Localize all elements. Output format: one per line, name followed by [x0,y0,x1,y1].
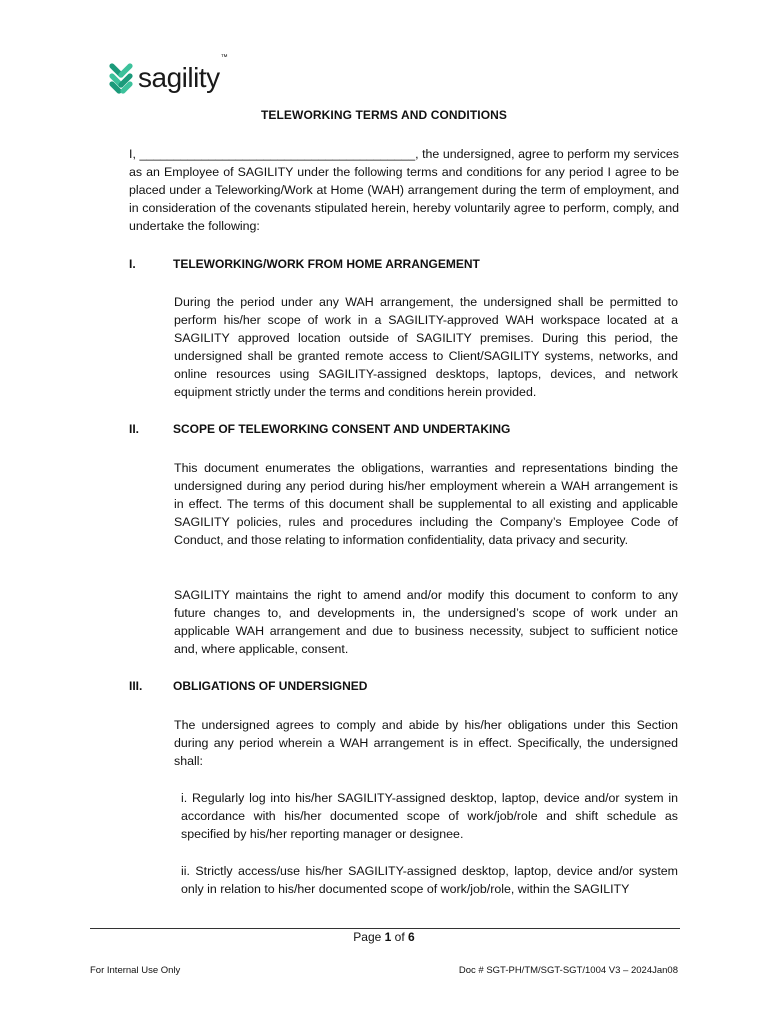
section-number: III. [129,679,143,693]
section-2-paragraph-1: This document enumerates the obligations, warranties and representations binding the undersigned during any period during his/her employment wherein a WAH arrangement is in effect. The terms of this document shall be supplemental to all existing and applicable SAGILITY policies, rules and procedures including the Company’s Employee Code of Conduct, and those relating to information confidentiality, data privacy and security. [174,461,678,547]
section-title: TELEWORKING/WORK FROM HOME ARRANGEMENT [173,257,480,271]
logo-wordmark: sagility™ [138,54,228,93]
section-2-paragraph-2: SAGILITY maintains the right to amend and/or modify this document to conform to any future changes to, and developments in, the undersigned’s scope of work under an applicable WAH arrangement and due to business necessity, subject to sufficient notice and, where applicable, consent. [174,588,678,656]
footer-divider [90,928,680,929]
footer-doc-number: Doc # SGT-PH/TM/SGT-SGT/1004 V3 – 2024Jan08 [458,965,678,976]
sagility-logo-icon [108,62,134,94]
section-3-item-2: ii. Strictly access/use his/her SAGILITY-assigned desktop, laptop, device and/or system only in relation to his/her documented scope of work/job/role, within the SAGILITY [181,864,678,896]
section-number: I. [129,257,136,271]
section-title: OBLIGATIONS OF UNDERSIGNED [173,679,368,693]
section-3-item-1: i. Regularly log into his/her SAGILITY-assigned desktop, laptop, device and/or system in accordance with his/her documented scope of work/job/role and shift schedule as specified by his/her reporting manager or designee. [181,791,678,841]
section-title: SCOPE OF TELEWORKING CONSENT AND UNDERTAKING [173,422,511,436]
document-title: TELEWORKING TERMS AND CONDITIONS [260,108,508,122]
section-3-paragraph-1: The undersigned agrees to comply and abide by his/her obligations under this Section during any period wherein a WAH arrangement is in effect. Specifically, the undersigned shall: [174,718,678,768]
footer-classification: For Internal Use Only [90,965,181,976]
section-number: II. [129,422,140,436]
section-1-paragraph-1: During the period under any WAH arrangement, the undersigned shall be permitted to perform his/her scope of work in a SAGILITY-approved WAH workspace located at a SAGILITY approved location outside of SAGILITY premises. During this period, the undersigned shall be granted remote access to Client/SAGILITY systems, networks, and online resources using SAGILITY-assigned desktops, laptops, devices, and network equipment strictly under the terms and conditions herein provided. [174,295,678,399]
sagility-logo [108,54,228,94]
page-number: Page 1 of 6 [353,930,415,944]
intro-paragraph: I, ________________________________________, the undersigned, agree to perform my services as an Employee of SAGILITY under the following terms and conditions for any period I agree to be placed under a Teleworking/Work at Home (WAH) arrangement during the term of employment, and in consideration of the covenants stipulated herein, hereby voluntarily agree to perform, comply, and undertake the following: [129,147,679,233]
